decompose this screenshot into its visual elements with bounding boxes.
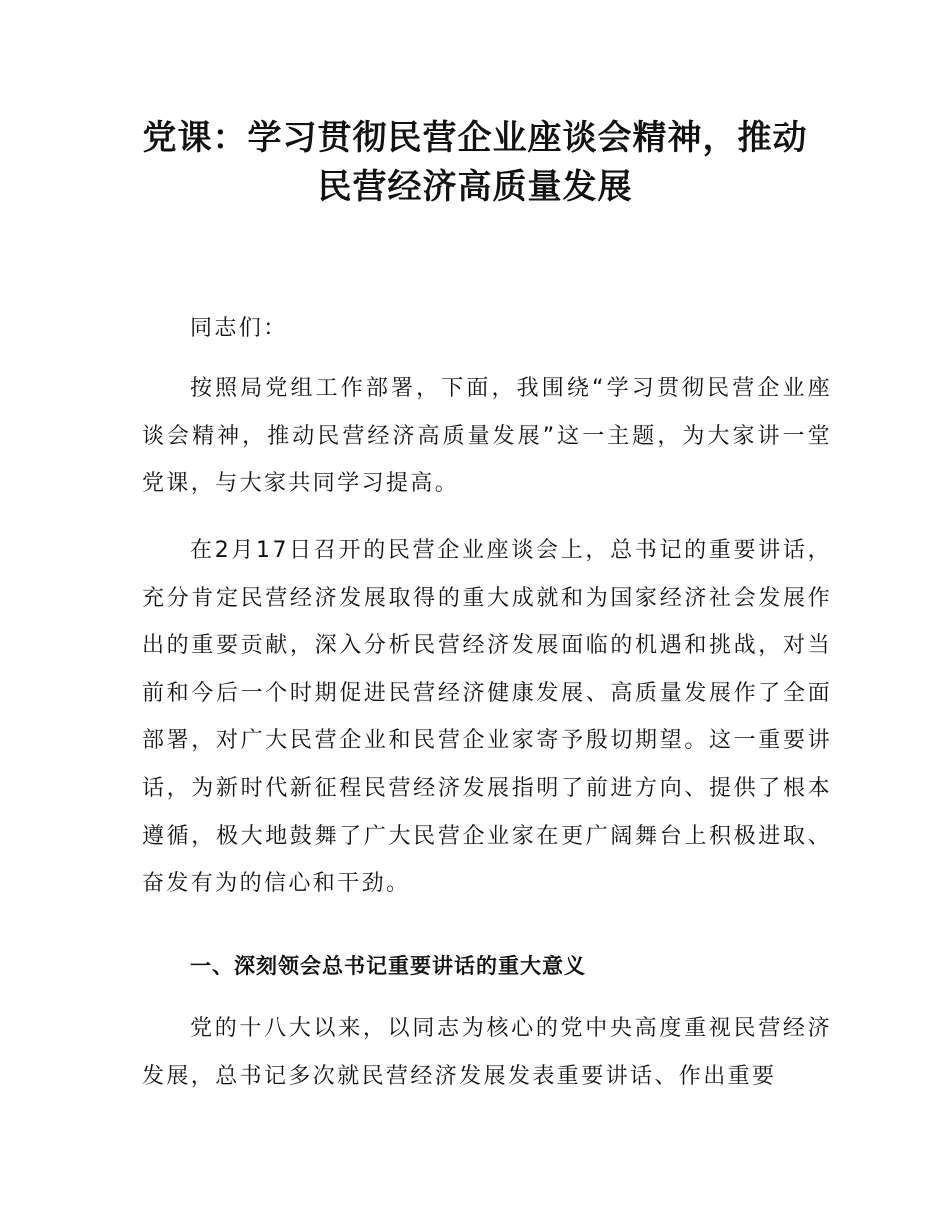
document-title-line-1: 党课：学习贯彻民营企业座谈会精神，推动: [142, 118, 808, 158]
paragraph-background: 在2月17日召开的民营企业座谈会上，总书记的重要讲话，充分肯定民营经济发展取得的重大成就和为国家经济社会发展作出的重要贡献，深入分析民营经济发展面临的机遇和挑战，对当前和今后一个时期促进民营经济健康发展、高质量发展作了全面部署，对广大民营企业和民营企业家寄予殷切期望。这一重要讲话，为新时代新征程民营经济发展指明了前进方向、提供了根本遵循，极大地鼓舞了广大民营企业家在更广阔舞台上积极进取、奋发有为的信心和干劲。: [142, 538, 832, 897]
section-1-paragraph: 党的十八大以来，以同志为核心的党中央高度重视民营经济发展，总书记多次就民营经济发展发表重要讲话、作出重要: [142, 1016, 832, 1089]
salutation: 同志们：: [190, 316, 288, 341]
paragraph-intro: 按照局党组工作部署，下面，我围绕“学习贯彻民营企业座谈会精神，推动民营经济高质量发展”这一主题，为大家讲一堂党课，与大家共同学习提高。: [142, 376, 832, 497]
document-title-line-2: 民营经济高质量发展: [317, 167, 633, 207]
section-heading-1: 一、深刻领会总书记重要讲话的重大意义: [190, 954, 586, 978]
